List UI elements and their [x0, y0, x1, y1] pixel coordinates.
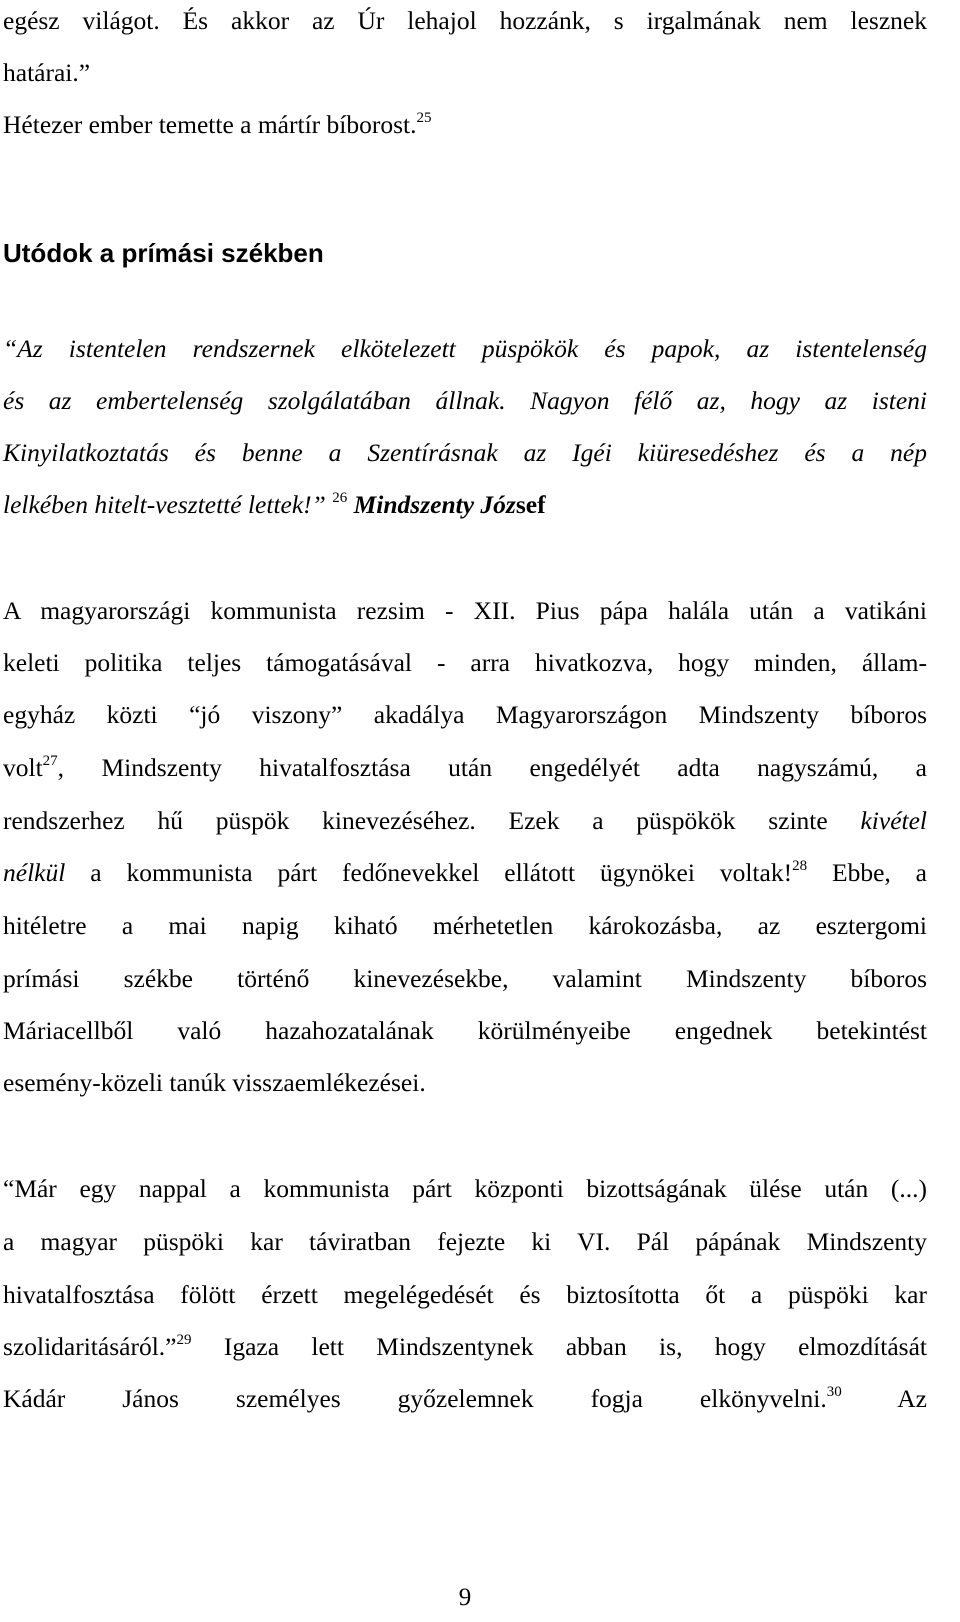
text-run: prímási székbe történő kinevezésekbe, valamint Mindszenty bíboros	[3, 964, 927, 993]
text-run: Igaza lett Mindszentynek abban is, hogy elmozdítását	[191, 1332, 927, 1361]
text-run: Hétezer ember temette a mártír bíborost.	[3, 110, 417, 139]
intro-line-1	[3, 6, 927, 36]
text-run: Ebbe, a	[807, 858, 927, 887]
text-run: és az embertelenség szolgálatában állnak. Nagyon félő az, hogy az isteni	[3, 386, 927, 415]
footnote-ref-27[interactable]: 27	[42, 752, 58, 769]
text-run: esemény-közeli tanúk visszaemlékezései.	[3, 1068, 426, 1097]
heading-text: Utódok a prímási székben	[3, 238, 324, 268]
text-run: a kommunista párt fedőnevekkel ellátott ügynökei voltak!	[65, 858, 793, 887]
text-run: rendszerhez hű püspök kinevezéséhez. Ezek a püspökök szinte	[3, 806, 861, 835]
paragraph-line-7	[3, 911, 927, 941]
text-run: “Már egy nappal a kommunista párt központi bizottságának ülése után (...)	[3, 1174, 927, 1203]
footnote-ref-28[interactable]: 28	[792, 857, 808, 874]
footnote-ref-26[interactable]: 26	[332, 489, 348, 506]
quote2-line-2	[3, 1227, 927, 1257]
text-run: , Mindszenty hivatalfosztása után engedélyét adta nagyszámú, a	[57, 753, 927, 782]
quote-line-4	[3, 490, 927, 520]
text-run: volt	[3, 753, 43, 782]
quote2-line-3	[3, 1280, 927, 1310]
intro-line-2	[3, 58, 927, 88]
footnote-ref-29[interactable]: 29	[176, 1331, 192, 1348]
paragraph-line-3	[3, 700, 927, 730]
quote2-line-1	[3, 1174, 927, 1204]
text-run: Az	[841, 1384, 927, 1413]
text-run: határai.”	[3, 58, 91, 87]
text-run: szolidaritásáról.”	[3, 1332, 177, 1361]
intro-line-3	[3, 110, 927, 140]
text-run: A magyarországi kommunista rezsim - XII. Pius pápa halála után a vatikáni	[3, 596, 927, 625]
paragraph-line-8	[3, 964, 927, 994]
quote2-line-4	[3, 1332, 927, 1362]
quote-line-3	[3, 438, 927, 468]
quote-line-1	[3, 334, 927, 364]
text-run: egyház közti “jó viszony” akadálya Magyarországon Mindszenty bíboros	[3, 700, 927, 729]
paragraph-line-10	[3, 1068, 927, 1098]
section-heading	[3, 238, 927, 268]
text-run: a magyar püspöki kar táviratban fejezte ki VI. Pál pápának Mindszenty	[3, 1227, 927, 1256]
text-run: “Az istentelen rendszernek elkötelezett püspökök és papok, az istentelenség	[3, 334, 927, 363]
quote2-line-5	[3, 1384, 927, 1414]
text-run: keleti politika teljes támogatásával - arra hivatkozva, hogy minden, állam-	[3, 648, 927, 677]
paragraph-line-1	[3, 596, 927, 626]
paragraph-line-6	[3, 858, 927, 888]
text-run: hivatalfosztása fölött érzett megelégedését és biztosította őt a püspöki kar	[3, 1280, 927, 1309]
quote-line-2	[3, 386, 927, 416]
text-run: hitéletre a mai napig kiható mérhetetlen károkozásba, az esztergomi	[3, 911, 927, 940]
footnote-ref-30[interactable]: 30	[826, 1383, 842, 1400]
text-run: Máriacellből való hazahozatalának körülményeibe engednek betekintést	[3, 1016, 927, 1045]
text-run-italic: kivétel	[860, 806, 927, 835]
text-run: Kádár János személyes győzelemnek fogja elkönyvelni.	[3, 1384, 827, 1413]
text-run: Kinyilatkoztatás és benne a Szentírásnak az Igéi kiüresedéshez és a nép	[3, 438, 927, 467]
text-run-italic: nélkül	[3, 858, 66, 887]
text-run: lelkében hitelt-vesztetté lettek!”	[3, 490, 326, 519]
paragraph-line-9	[3, 1016, 927, 1046]
text-run: egész világot. És akkor az Úr lehajol hozzánk, s irgalmának nem lesznek	[3, 6, 927, 35]
paragraph-line-2	[3, 648, 927, 678]
quote-author: Mindszenty Józ	[353, 490, 516, 519]
footnote-ref-25[interactable]: 25	[416, 109, 432, 126]
quote-author-tail: sef	[515, 490, 546, 519]
paragraph-line-4	[3, 753, 927, 783]
page-number: 9	[458, 1584, 472, 1611]
paragraph-line-5	[3, 806, 927, 836]
